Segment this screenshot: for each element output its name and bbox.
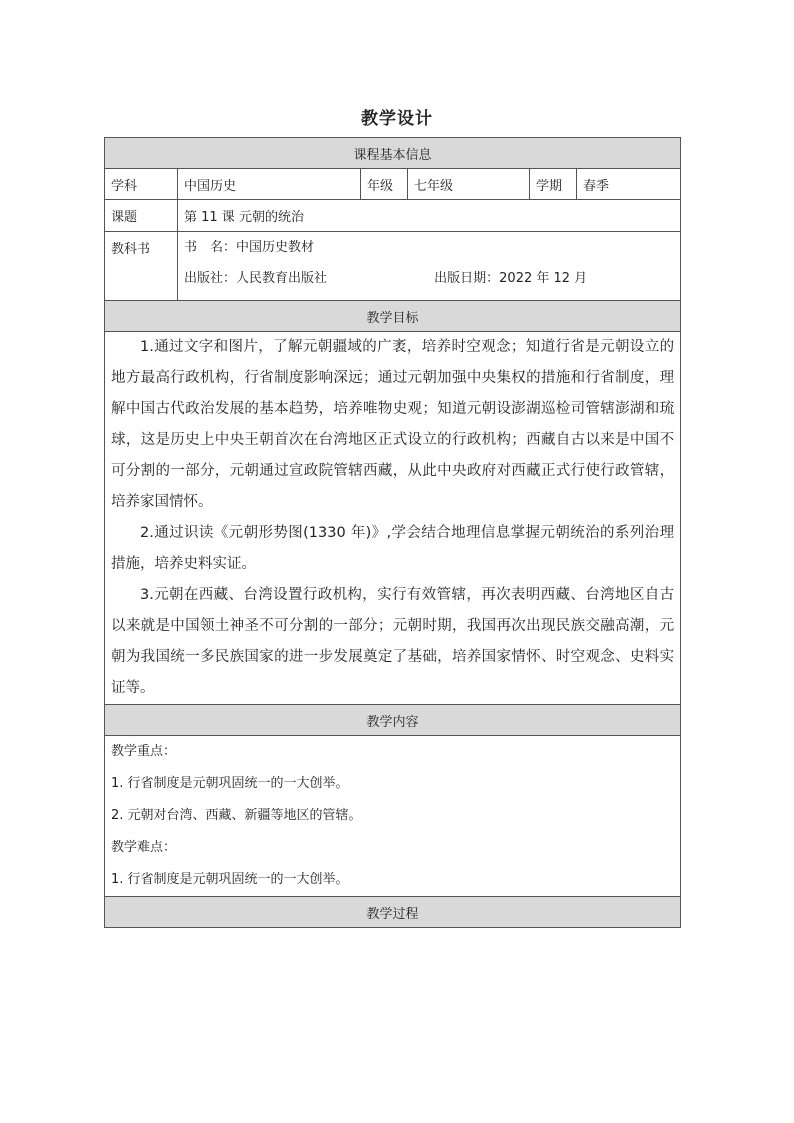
document-title: 教学设计 (361, 109, 433, 129)
section-title-process: 教学过程 (105, 897, 681, 928)
term-label: 学期 (530, 169, 577, 200)
section-header-process (105, 897, 681, 928)
key-point-item: 1. 行省制度是元朝巩固统一的一大创举。 (111, 776, 349, 791)
goal-paragraph-3: 3.元朝在西藏、台湾设置行政机构，实行有效管辖，再次表明西藏、台湾地区自古以来就是中国领土神圣不可分割的一部分；元朝时期，我国再次出现民族交融高潮，元朝为我国统一多民族国家的进一步发展奠定了基础，培养国家情怀、时空观念、史料实证等。 (111, 587, 675, 696)
content-row (105, 736, 681, 897)
topic-value: 第 11 课 元朝的统治 (178, 200, 681, 232)
section-title-content: 教学内容 (105, 705, 681, 736)
section-header-basic-info (105, 138, 681, 169)
goal-paragraph-2: 2.通过识读《元朝形势图(1330 年)》,学会结合地理信息掌握元朝统治的系列治理措施，培养史料实证。 (111, 525, 675, 572)
content-body (105, 736, 681, 897)
topic-label: 课题 (105, 200, 178, 232)
section-header-goals (105, 301, 681, 332)
grade-label: 年级 (361, 169, 408, 200)
section-header-content (105, 705, 681, 736)
difficult-point-item: 1. 行省制度是元朝巩固统一的一大创举。 (111, 872, 349, 887)
publisher: 出版社：人民教育出版社 (184, 271, 328, 286)
textbook-label: 教科书 (105, 232, 178, 301)
section-title-basic-info: 课程基本信息 (105, 138, 681, 169)
key-point-item: 2. 元朝对台湾、西藏、新疆等地区的管辖。 (111, 808, 362, 823)
subject-value: 中国历史 (178, 169, 361, 200)
goal-paragraph-1: 1.通过文字和图片，了解元朝疆域的广袤，培养时空观念；知道行省是元朝设立的地方最高行政机构，行省制度影响深远；通过元朝加强中央集权的措施和行省制度，理解中国古代政治发展的基本趋势，培养唯物史观；知道元朝设澎湖巡检司管辖澎湖和琉球，这是历史上中央王朝首次在台湾地区正式设立的行政机构；西藏自古以来是中国不可分割的一部分，元朝通过宣政院管辖西藏，从此中央政府对西藏正式行使行政管辖，培养家国情怀。 (111, 339, 675, 510)
difficult-points-label: 教学难点： (111, 840, 177, 855)
publication-date: 出版日期：2022 年 12 月 (434, 271, 588, 286)
term-value: 春季 (577, 169, 681, 200)
goals-row (105, 332, 681, 705)
info-row-subject (105, 169, 681, 200)
book-name: 书 名：中国历史教材 (184, 240, 315, 255)
key-points-label: 教学重点： (111, 744, 177, 759)
section-title-goals: 教学目标 (105, 301, 681, 332)
textbook-details (178, 232, 681, 301)
info-row-topic (105, 200, 681, 232)
publisher-line (184, 263, 674, 294)
info-row-textbook (105, 232, 681, 301)
goals-body (105, 332, 681, 705)
grade-value: 七年级 (408, 169, 530, 200)
lesson-plan-table (104, 137, 681, 928)
subject-label: 学科 (105, 169, 178, 200)
